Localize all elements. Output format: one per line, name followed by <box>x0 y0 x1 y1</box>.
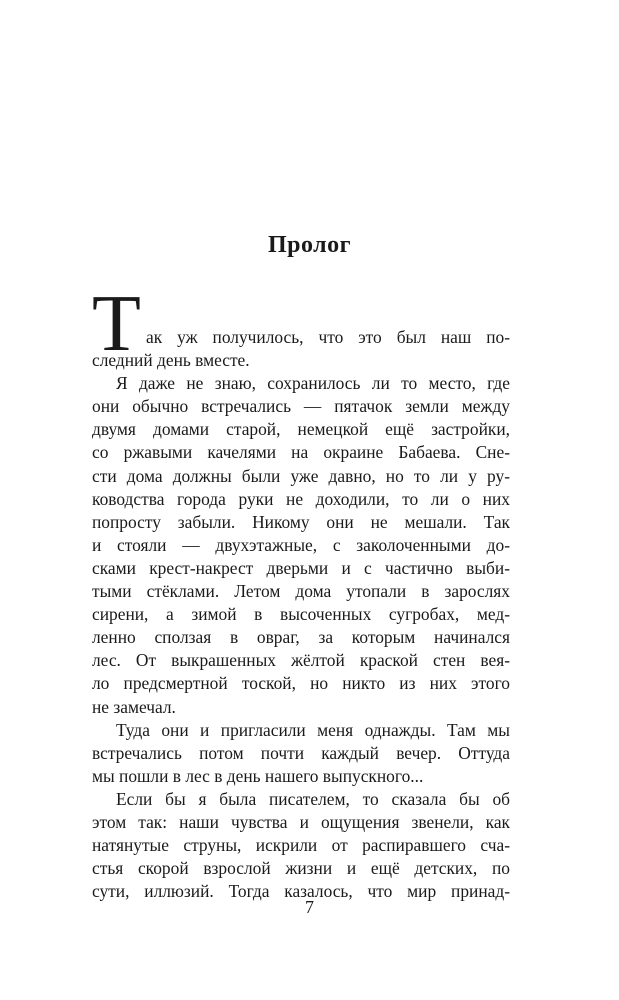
text-line: они обычно встречались — пятачок земли между <box>92 396 510 417</box>
text-line: следний день вместе. <box>92 350 250 371</box>
page-number: 7 <box>305 897 314 917</box>
chapter-title: Пролог <box>267 232 352 258</box>
text-line: ак уж получилось, что это был наш по- <box>146 327 510 347</box>
text-line: тыми стёклами. Летом дома утопали в зарослях <box>92 581 510 602</box>
text-line: со ржавыми качелями на окраине Бабаева. Сне- <box>92 442 510 463</box>
text-line: сирени, а зимой в высоченных сугробах, мед- <box>92 604 510 625</box>
text-line: встречались потом почти каждый вечер. Оттуда <box>92 742 510 763</box>
text-line: Туда они и пригласили меня однажды. Там мы <box>116 719 510 740</box>
text-line: лес. От выкрашенных жёлтой краской стен вея- <box>92 650 510 671</box>
text-line: сти дома должны были уже давно, но то ли у ру- <box>92 465 510 486</box>
text-line: ло предсмертной тоской, но никто из них этого <box>92 673 510 694</box>
text-line: натянутые струны, искрили от распиравшего сча- <box>92 835 510 856</box>
drop-cap: Т <box>92 280 141 368</box>
text-line: этом так: наши чувства и ощущения звенели, как <box>92 811 510 832</box>
text-line: ленно сползая в овраг, за которым начинался <box>92 627 510 648</box>
text-line: попросту забыли. Никому они не мешали. Так <box>92 511 510 532</box>
body-text <box>92 326 510 903</box>
text-line: стья скорой взрослой жизни и ещё детских, по <box>92 858 510 879</box>
text-line: двумя домами старой, немецкой ещё застройки, <box>92 419 510 440</box>
text-line: Если бы я была писателем, то сказала бы об <box>116 788 510 809</box>
text-line: не замечал. <box>92 696 176 717</box>
text-line: ководства города руки не доходили, то ли о них <box>92 488 510 509</box>
text-line: мы пошли в лес в день нашего выпускного... <box>92 765 424 786</box>
text-line: сути, иллюзий. Тогда казалось, что мир принад- <box>92 881 510 902</box>
text-line: сками крест-накрест дверьми и с частично выби- <box>92 557 510 578</box>
text-line: и стояли — двухэтажные, с заколоченными до- <box>92 534 510 555</box>
text-line: Я даже не знаю, сохранилось ли то место, где <box>116 373 510 394</box>
